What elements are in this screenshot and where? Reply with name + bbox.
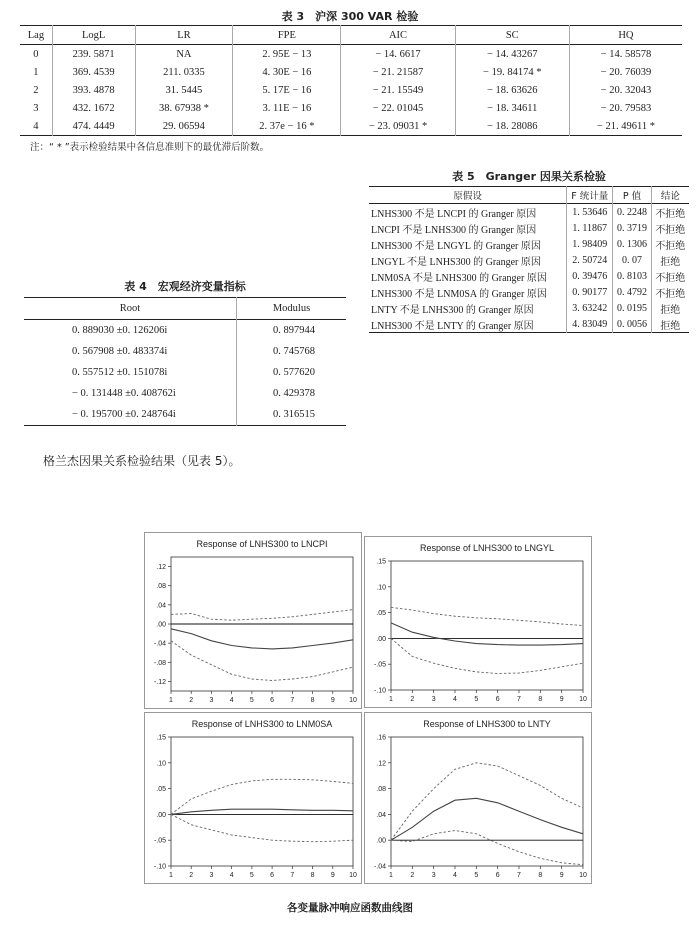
table-row xyxy=(24,383,346,404)
y-tick-label: .05 xyxy=(156,786,166,794)
x-tick-label: 1 xyxy=(169,697,173,704)
table-cell: 0. 8103 xyxy=(613,268,651,284)
table-cell: 0. 577620 xyxy=(237,362,347,383)
x-tick-label: 10 xyxy=(579,696,587,703)
x-tick-label: 1 xyxy=(169,872,173,879)
table-cell: 432. 1672 xyxy=(52,99,135,117)
table3-header-cell: LogL xyxy=(52,26,135,45)
table-cell: 4 xyxy=(33,120,39,132)
y-tick-label: -.08 xyxy=(153,659,166,667)
table-cell: LNGYL 不是 LNHS300 的 Granger 原因 xyxy=(371,256,541,268)
table-cell: LNTY 不是 LNHS300 的 Granger 原因 xyxy=(371,304,534,316)
table-cell: − 18. 28086 xyxy=(455,117,569,136)
table-cell: LNHS300 不是 LNM0SA 的 Granger 原因 xyxy=(371,288,547,300)
y-tick-label: .00 xyxy=(156,811,166,819)
table-cell: 2. 37e − 16 * xyxy=(233,117,341,136)
x-tick-label: 4 xyxy=(453,696,457,703)
table-cell: 4. 83049 xyxy=(567,316,613,333)
table-row xyxy=(20,45,682,64)
table-cell: − 21. 21587 xyxy=(341,63,455,81)
x-tick-label: 10 xyxy=(349,697,357,704)
table-cell: 不拒绝 xyxy=(651,236,689,252)
table5-header-cell: 原假设 xyxy=(453,191,482,202)
x-tick-label: 6 xyxy=(270,872,275,879)
x-tick-label: 10 xyxy=(579,872,587,879)
table-cell: − 0. 195700 ±0. 248764i xyxy=(72,409,176,420)
table-cell: − 0. 131448 ±0. 408762i xyxy=(72,388,176,399)
y-tick-label: .05 xyxy=(376,610,386,618)
x-tick-label: 8 xyxy=(538,696,543,703)
irf-chart-lnty xyxy=(364,712,592,884)
x-tick-label: 10 xyxy=(349,872,357,879)
chart-title: Response of LNHS300 to LNCPI xyxy=(196,539,328,549)
x-tick-label: 9 xyxy=(559,696,564,703)
table-cell: 0. 557512 ±0. 151078i xyxy=(72,367,168,378)
table-cell: 0 xyxy=(33,48,39,60)
table-cell: 3. 11E − 16 xyxy=(233,99,341,117)
table-cell: 0. 2248 xyxy=(613,204,651,221)
table3-header-cell: AIC xyxy=(341,26,455,45)
table-cell: 0. 316515 xyxy=(237,404,347,426)
table-row xyxy=(369,300,689,316)
table-cell: 1. 98409 xyxy=(567,236,613,252)
table-cell: − 20. 79583 xyxy=(569,99,682,117)
table-cell: 拒绝 xyxy=(651,252,689,268)
x-tick-label: 3 xyxy=(431,696,436,703)
table-cell: 0. 07 xyxy=(613,252,651,268)
y-tick-label: .16 xyxy=(376,734,386,742)
table-cell: 0. 745768 xyxy=(237,341,347,362)
table-cell: 0. 0195 xyxy=(613,300,651,316)
table-cell: − 14. 6617 xyxy=(341,45,455,64)
x-tick-label: 8 xyxy=(538,872,543,879)
x-tick-label: 3 xyxy=(431,872,436,879)
x-tick-label: 1 xyxy=(389,872,393,879)
table3-header-row xyxy=(20,26,682,45)
y-tick-label: .08 xyxy=(156,583,166,591)
table-cell: 0. 429378 xyxy=(237,383,347,404)
x-tick-label: 7 xyxy=(517,696,521,703)
x-tick-label: 2 xyxy=(410,872,415,879)
table-cell: 0. 889030 ±0. 126206i xyxy=(72,325,168,336)
x-tick-label: 5 xyxy=(474,872,479,879)
table3-caption: 表 3 沪深 300 VAR 检验 xyxy=(281,10,419,23)
table-cell: 1 xyxy=(33,66,39,78)
table3-header-cell: HQ xyxy=(569,26,682,45)
plot-frame xyxy=(171,737,353,866)
table-row xyxy=(369,284,689,300)
y-tick-label: .12 xyxy=(376,760,386,768)
table-cell: 拒绝 xyxy=(651,300,689,316)
confidence-band-line xyxy=(391,607,583,625)
y-tick-label: .12 xyxy=(156,564,166,572)
x-tick-label: 6 xyxy=(495,696,500,703)
table-cell: − 18. 34611 xyxy=(455,99,569,117)
table-cell: 3 xyxy=(33,102,39,114)
y-tick-label: -.05 xyxy=(153,837,166,845)
x-tick-label: 2 xyxy=(410,696,415,703)
y-tick-label: -.04 xyxy=(153,640,166,648)
x-tick-label: 5 xyxy=(249,872,254,879)
table4-header-cell: Modulus xyxy=(237,298,347,320)
x-tick-label: 3 xyxy=(209,872,214,879)
table-row xyxy=(24,362,346,383)
table5-header-row xyxy=(369,187,689,204)
table5-header-cell: F 统计量 xyxy=(567,187,613,204)
table5-header-cell: 结论 xyxy=(651,187,689,204)
x-tick-label: 9 xyxy=(559,872,564,879)
table-cell: 0. 0056 xyxy=(613,316,651,333)
table3-header-cell: Lag xyxy=(27,29,45,41)
table-cell: LNM0SA 不是 LNHS300 的 Granger 原因 xyxy=(371,272,547,284)
table-cell: 2. 50724 xyxy=(567,252,613,268)
table-row xyxy=(369,268,689,284)
table5-header-cell: P 值 xyxy=(613,187,651,204)
y-tick-label: .00 xyxy=(376,635,386,643)
y-tick-label: .15 xyxy=(156,734,166,742)
table-cell: 2. 95E − 13 xyxy=(233,45,341,64)
y-tick-label: -.04 xyxy=(373,863,386,871)
response-line xyxy=(171,809,353,814)
table-cell: 0. 567908 ±0. 483374i xyxy=(72,346,168,357)
figure-caption: 各变量脉冲响应函数曲线图 xyxy=(287,902,413,914)
x-tick-label: 9 xyxy=(330,697,335,704)
table4 xyxy=(24,297,346,426)
table-cell: LNHS300 不是 LNTY 的 Granger 原因 xyxy=(371,320,534,332)
table3-header-cell: LR xyxy=(135,26,233,45)
table-row xyxy=(20,63,682,81)
chart-title: Response of LNHS300 to LNTY xyxy=(423,719,551,729)
table-cell: 474. 4449 xyxy=(52,117,135,136)
y-tick-label: .00 xyxy=(376,837,386,845)
table-cell: 4. 30E − 16 xyxy=(233,63,341,81)
x-tick-label: 4 xyxy=(229,697,234,704)
table-cell: 0. 4792 xyxy=(613,284,651,300)
x-tick-label: 3 xyxy=(209,697,214,704)
table-row xyxy=(20,81,682,99)
y-tick-label: .08 xyxy=(376,786,386,794)
y-tick-label: -.10 xyxy=(373,687,386,695)
table3-header-cell: FPE xyxy=(233,26,341,45)
table-cell: LNCPI 不是 LNHS300 的 Granger 原因 xyxy=(371,224,537,236)
table-cell: 1. 11867 xyxy=(567,220,613,236)
table-cell: 31. 5445 xyxy=(135,81,233,99)
table-cell: − 20. 76039 xyxy=(569,63,682,81)
table-cell: 369. 4539 xyxy=(52,63,135,81)
table-row xyxy=(369,316,689,333)
x-tick-label: 4 xyxy=(229,872,234,879)
table-row xyxy=(24,404,346,426)
x-tick-label: 2 xyxy=(189,872,194,879)
table-cell: − 23. 09031 * xyxy=(341,117,455,136)
table4-caption: 表 4 宏观经济变量指标 xyxy=(124,280,246,293)
table3-note: 注：“ * ”表示检验结果中各信息准则下的最优滞后阶数。 xyxy=(30,142,270,153)
table-cell: LNHS300 不是 LNGYL 的 Granger 原因 xyxy=(371,240,541,252)
table-cell: − 18. 63626 xyxy=(455,81,569,99)
x-tick-label: 8 xyxy=(310,697,315,704)
chart-title: Response of LNHS300 to LNM0SA xyxy=(191,719,333,729)
irf-chart-lncpi-svg xyxy=(145,533,361,708)
table-cell: 不拒绝 xyxy=(651,204,689,221)
table5 xyxy=(369,186,689,333)
table-cell: − 19. 84174 * xyxy=(455,63,569,81)
table-cell: 0. 1306 xyxy=(613,236,651,252)
y-tick-label: -.05 xyxy=(373,661,386,669)
irf-chart-lngyl-svg xyxy=(365,537,591,707)
x-tick-label: 4 xyxy=(453,872,457,879)
table3-header-cell: SC xyxy=(455,26,569,45)
confidence-band-line xyxy=(171,641,353,681)
table4-header-row xyxy=(24,298,346,320)
table-cell: 0. 3719 xyxy=(613,220,651,236)
table-cell: 1. 53646 xyxy=(567,204,613,221)
y-tick-label: .15 xyxy=(376,558,386,566)
table-cell: 29. 06594 xyxy=(135,117,233,136)
table-cell: − 14. 43267 xyxy=(455,45,569,64)
table-cell: NA xyxy=(135,45,233,64)
table-row xyxy=(369,204,689,221)
table-cell: 5. 17E − 16 xyxy=(233,81,341,99)
table-row xyxy=(24,320,346,342)
y-tick-label: .00 xyxy=(156,621,166,629)
response-line xyxy=(391,623,583,645)
y-tick-label: .10 xyxy=(376,584,386,592)
x-tick-label: 5 xyxy=(249,697,254,704)
table-cell: 239. 5871 xyxy=(52,45,135,64)
table-cell: 0. 90177 xyxy=(567,284,613,300)
x-tick-label: 5 xyxy=(474,696,479,703)
x-tick-label: 8 xyxy=(310,872,315,879)
table-cell: − 14. 58578 xyxy=(569,45,682,64)
x-tick-label: 7 xyxy=(517,872,521,879)
table-cell: − 20. 32043 xyxy=(569,81,682,99)
response-line xyxy=(391,798,583,840)
x-tick-label: 1 xyxy=(389,696,393,703)
table-row xyxy=(20,99,682,117)
table-row xyxy=(369,252,689,268)
table-cell: 393. 4878 xyxy=(52,81,135,99)
table-cell: 211. 0335 xyxy=(135,63,233,81)
table5-caption: 表 5 Granger 因果关系检验 xyxy=(452,170,606,183)
x-tick-label: 7 xyxy=(290,697,295,704)
table-cell: 0. 897944 xyxy=(237,320,347,342)
table-cell: 拒绝 xyxy=(651,316,689,333)
confidence-band-line xyxy=(391,831,583,865)
response-line xyxy=(171,629,353,649)
table-row xyxy=(20,117,682,136)
table-cell: 不拒绝 xyxy=(651,268,689,284)
table-cell: 不拒绝 xyxy=(651,220,689,236)
y-tick-label: -.12 xyxy=(153,678,166,686)
x-tick-label: 6 xyxy=(270,697,275,704)
table-cell: 不拒绝 xyxy=(651,284,689,300)
table-cell: − 22. 01045 xyxy=(341,99,455,117)
table-row xyxy=(369,236,689,252)
table-cell: 38. 67938 * xyxy=(135,99,233,117)
plot-frame xyxy=(391,737,583,866)
table-row xyxy=(24,341,346,362)
x-tick-label: 7 xyxy=(290,872,295,879)
table-cell: 2 xyxy=(33,84,39,96)
irf-chart-lngyl xyxy=(364,536,592,708)
y-tick-label: .04 xyxy=(376,811,386,819)
table-row xyxy=(369,220,689,236)
chart-title: Response of LNHS300 to LNGYL xyxy=(419,543,555,553)
x-tick-label: 9 xyxy=(330,872,335,879)
table4-header-cell: Root xyxy=(119,303,141,314)
confidence-band-line xyxy=(171,814,353,841)
x-tick-label: 6 xyxy=(495,872,500,879)
table-cell: LNHS300 不是 LNCPI 的 Granger 原因 xyxy=(371,208,537,220)
y-tick-label: .04 xyxy=(156,602,166,610)
table-cell: − 21. 15549 xyxy=(341,81,455,99)
irf-chart-lnty-svg xyxy=(365,713,591,883)
confidence-band-line xyxy=(391,763,583,840)
table-cell: 0. 39476 xyxy=(567,268,613,284)
irf-chart-lnm0sa-svg xyxy=(145,713,361,883)
table-cell: 3. 63242 xyxy=(567,300,613,316)
y-tick-label: .10 xyxy=(156,760,166,768)
table-cell: − 21. 49611 * xyxy=(569,117,682,136)
confidence-band-line xyxy=(171,610,353,621)
irf-chart-lncpi xyxy=(144,532,362,709)
irf-chart-lnm0sa xyxy=(144,712,362,884)
body-paragraph: 格兰杰因果关系检验结果（见表 5）。 xyxy=(43,454,241,468)
x-tick-label: 2 xyxy=(189,697,194,704)
plot-frame xyxy=(391,561,583,690)
y-tick-label: -.10 xyxy=(153,863,166,871)
table3 xyxy=(20,25,682,136)
